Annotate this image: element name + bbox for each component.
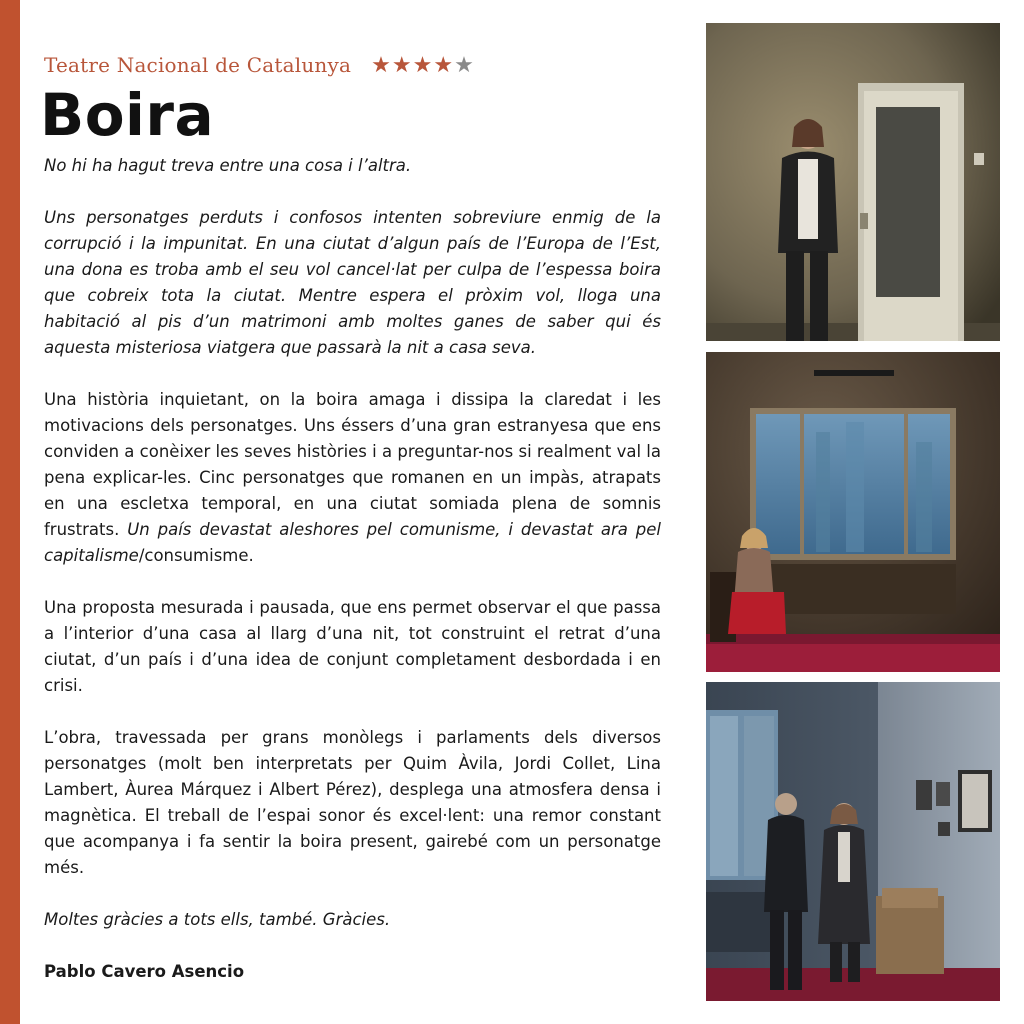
play-title: Boira: [40, 81, 215, 149]
review-paragraph-1-tail: /consumisme.: [138, 546, 254, 565]
review-paragraph-1-italic: Un país devastat aleshores pel comunisme, i devastat ara pel capitalisme: [44, 520, 661, 565]
review-body: [44, 153, 661, 1011]
photo-woman-seated-window: [706, 352, 1000, 672]
star-filled-icon: ★: [371, 52, 391, 77]
star-filled-icon: ★: [433, 52, 454, 77]
review-paragraph-2: Una proposta mesurada i pausada, que ens permet observar el que passa a l’interior d’una casa al llarg d’una nit, tot construint el retrat d’una ciutat, d’un país i d’una idea de conjunt completament desbordada i en crisi.: [44, 598, 661, 695]
venue-name: Teatre Nacional de Catalunya: [44, 53, 352, 77]
star-rating: [371, 54, 474, 76]
intro-quote: No hi ha hagut treva entre una cosa i l’altra.: [44, 156, 412, 175]
review-paragraph-1-text: Una història inquietant, on la boira amaga i dissipa la claredat i les motivacions dels personatges. Uns éssers d’una gran estranyesa que ens conviden a conèixer les seves històries i a preguntar-nos si realment val la pena explicar-les. Cinc personatges que romanen en un impàs, atrapats en una escletxa temporal, en una ciutat somiada plena de somnis frustrats.: [44, 390, 661, 539]
review-paragraph-3: L’obra, travessada per grans monòlegs i parlaments dels diversos personatges (molt ben interpretats per Quim Àvila, Jordi Collet, Lina Lambert, Àurea Márquez i Albert Pérez), desplega una atmosfera densa i magnètica. El treball de l’espai sonor és excel·lent: una remor constant que acompanya i fa sentir la boira present, gairebé com un personatge més.: [44, 728, 661, 877]
photo-couple-in-room: [706, 682, 1000, 1001]
star-empty-icon: ★: [454, 52, 474, 77]
review-paragraph-1: [44, 387, 661, 569]
star-filled-icon: ★: [412, 52, 433, 77]
synopsis-paragraph: Uns personatges perduts i confosos intenten sobreviure enmig de la corrupció i la impunitat. En una ciutat d’algun país de l’Europa de l’Est, una dona es troba amb el seu vol cancel·lat per culpa de l’espessa boira que cobreix tota la ciutat. Mentre espera el pròxim vol, lloga una habitació al pis d’un matrimoni amb moltes ganes de saber qui és aquesta misteriosa viatgera que passarà la nit a casa seva.: [44, 208, 661, 357]
thanks-line: Moltes gràcies a tots ells, també. Gràcies.: [44, 910, 391, 929]
review-header: [44, 50, 474, 80]
author-signature: Pablo Cavero Asencio: [44, 962, 245, 981]
star-filled-icon: ★: [391, 52, 412, 77]
photo-woman-by-door: [706, 23, 1000, 341]
left-accent-bar: [0, 0, 20, 1024]
